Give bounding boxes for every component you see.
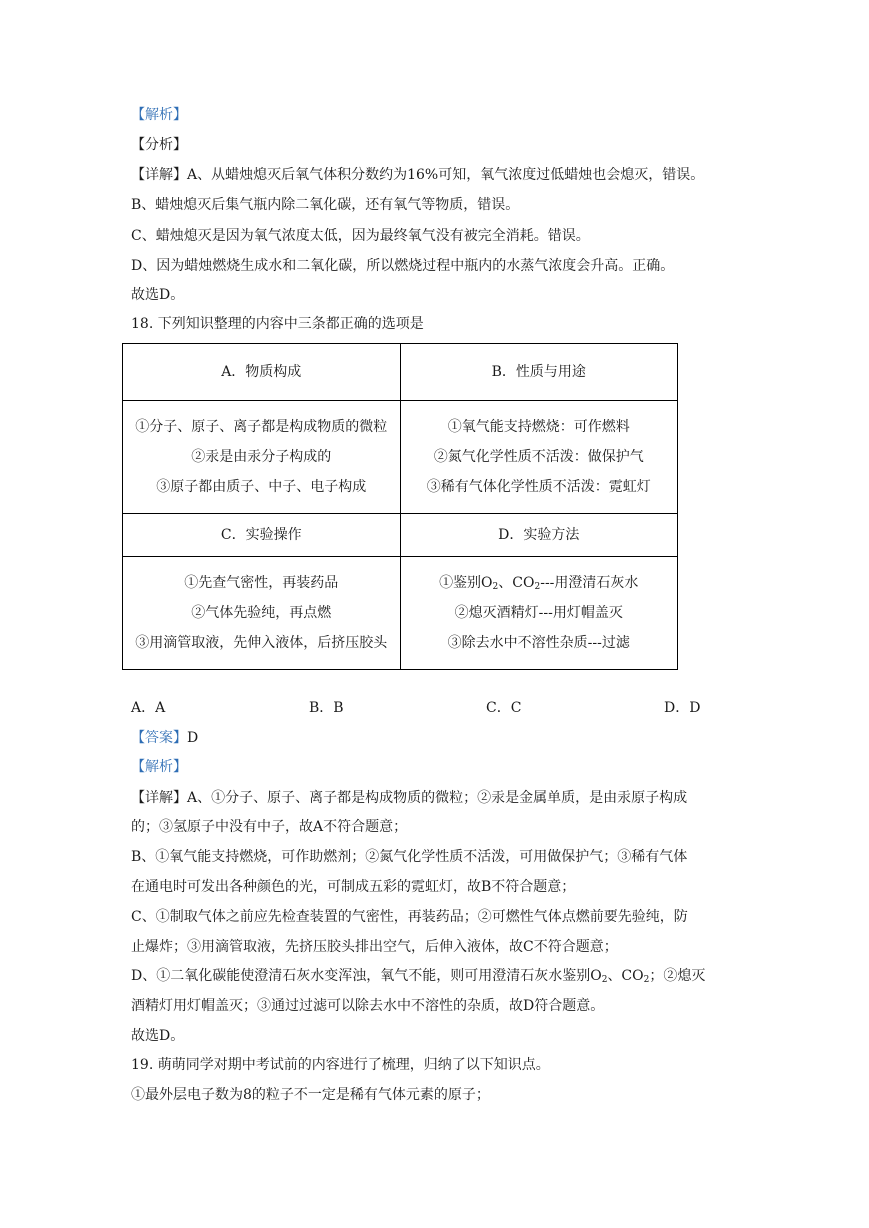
- answer-17-conclusion: 故选D。: [131, 287, 185, 303]
- detail-18-b-1: B、①氧气能支持燃烧，可作助燃剂；②氮气化学性质不活泼，可用做保护气；③稀有气体: [131, 849, 688, 865]
- detail-17-a: 【详解】A、从蜡烛熄灭后氧气体积分数约为16%可知，氧气浓度过低蜡烛也会熄灭，错误。: [131, 167, 705, 183]
- detail-18-a-2: 的；③氢原子中没有中子，故A不符合题意；: [131, 819, 408, 835]
- table-a-item: ①分子、原子、离子都是构成物质的微粒: [135, 419, 388, 435]
- table-header-b: B．性质与用途: [400, 344, 678, 401]
- answer-line: [131, 728, 198, 748]
- table-cell-c: [123, 557, 401, 670]
- table-c-item: ①先查气密性，再装药品: [184, 575, 339, 591]
- option-c: C．C: [486, 700, 522, 716]
- detail-18-b-2: 在通电时可发出各种颜色的光，可制成五彩的霓虹灯，故B不符合题意；: [131, 879, 576, 895]
- fenxi-label: 【分析】: [131, 137, 187, 153]
- detail-17-d: D、因为蜡烛燃烧生成水和二氧化碳，所以燃烧过程中瓶内的水蒸气浓度会升高。正确。: [131, 258, 675, 274]
- table-cell-a: [123, 401, 401, 514]
- detail-17-c: C、蜡烛熄灭是因为氧气浓度太低，因为最终氧气没有被完全消耗。错误。: [131, 228, 590, 244]
- knowledge-table: [122, 343, 678, 670]
- detail-18-c-2: 止爆炸；③用滴管取液，先挤压胶头排出空气，后伸入液体，故C不符合题意；: [131, 939, 618, 955]
- table-cell-d: [400, 557, 678, 670]
- question-19-point-1: ①最外层电子数为8的粒子不一定是稀有气体元素的原子；: [131, 1087, 490, 1103]
- table-a-item: ②汞是由汞分子构成的: [191, 449, 332, 465]
- question-18: 18. 下列知识整理的内容中三条都正确的选项是: [131, 316, 424, 332]
- question-19: 19. 萌萌同学对期中考试前的内容进行了梳理，归纳了以下知识点。: [131, 1057, 550, 1073]
- detail-18-c-1: C、①制取气体之前应先检查装置的气密性，再装药品；②可燃性气体点燃前要先验纯，防: [131, 909, 688, 925]
- table-d-item: ①鉴别$O_2$、$CO_2---$用澄清石灰水: [439, 575, 639, 592]
- table-b-item: ②氮气化学性质不活泼：做保护气: [433, 449, 644, 465]
- option-d: D．D: [664, 700, 701, 716]
- detail-18-d-1: D、①二氧化碳能使澄清石灰水变浑浊，氧气不能，则可用澄清石灰水鉴别$O_2$、$CO_2$；②熄灭: [131, 968, 706, 985]
- table-c-item: ③用滴管取液，先伸入液体，后挤压胶头: [135, 635, 388, 651]
- detail-18-a-1: 【详解】A、①分子、原子、离子都是构成物质的微粒；②汞是金属单质，是由汞原子构成: [131, 790, 688, 806]
- table-header-d: D．实验方法: [400, 514, 678, 557]
- answer-value: D: [187, 730, 199, 746]
- table-b-item: ③稀有气体化学性质不活泼：霓虹灯: [426, 479, 651, 495]
- table-cell-b: [400, 401, 678, 514]
- table-header-a: A．物质构成: [123, 344, 401, 401]
- table-d-item: ②熄灭酒精灯---用灯帽盖灭: [454, 605, 623, 621]
- table-header-c: C．实验操作: [123, 514, 401, 557]
- table-a-item: ③原子都由质子、中子、电子构成: [156, 479, 367, 495]
- option-b: B．B: [309, 700, 344, 716]
- option-a: A．A: [131, 700, 166, 716]
- detail-17-b: B、蜡烛熄灭后集气瓶内除二氧化碳，还有氧气等物质，错误。: [131, 197, 520, 213]
- table-c-item: ②气体先验纯，再点燃: [191, 605, 332, 621]
- answer-18-conclusion: 故选D。: [131, 1028, 185, 1044]
- answer-label: 【答案】: [131, 730, 187, 746]
- jiexi-label: 【解析】: [131, 107, 187, 123]
- jiexi-label-2: 【解析】: [131, 759, 187, 775]
- table-d-item: ③除去水中不溶性杂质---过滤: [447, 635, 630, 651]
- table-b-item: ①氧气能支持燃烧：可作燃料: [447, 419, 630, 435]
- detail-18-d-2: 酒精灯用灯帽盖灭；③通过过滤可以除去水中不溶性的杂质，故D符合题意。: [131, 998, 605, 1014]
